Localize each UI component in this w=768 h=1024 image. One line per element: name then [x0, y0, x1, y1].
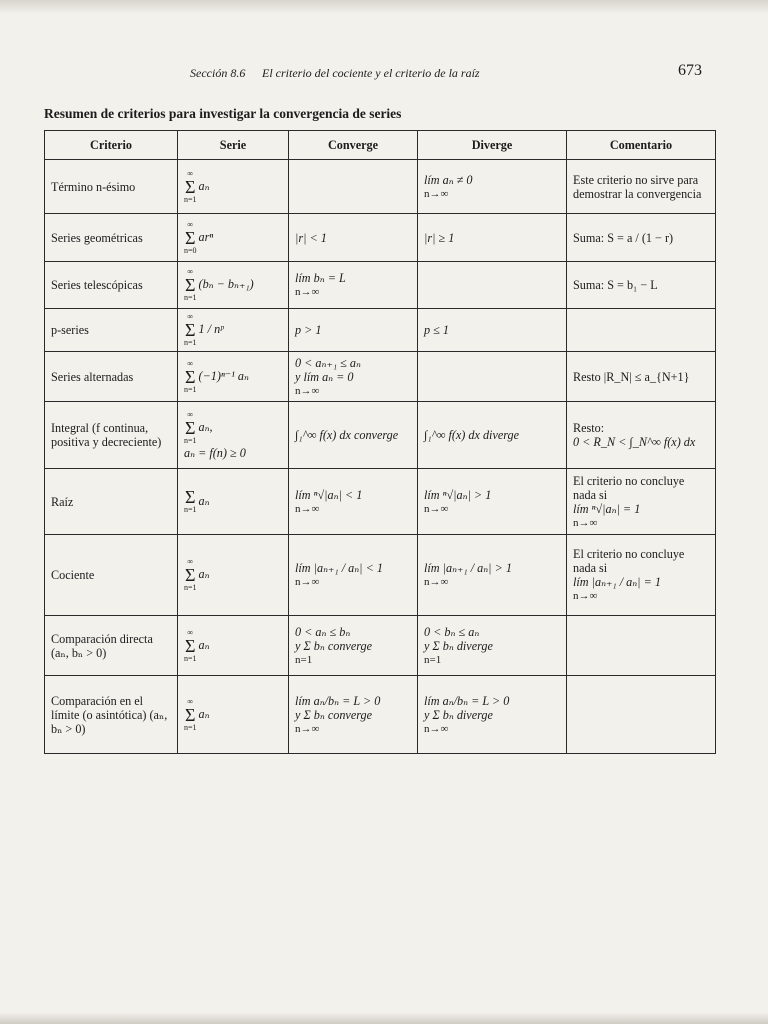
- series-term: aₙ: [198, 178, 210, 193]
- criteria-summary-table: [44, 130, 716, 754]
- cell-serie: [178, 402, 289, 469]
- summation-symbol: [184, 312, 197, 348]
- cell-diverge: [418, 352, 567, 402]
- sum-lower-limit: n=1: [184, 436, 197, 445]
- series-term: aₙ: [198, 493, 210, 508]
- column-header-criterio: Criterio: [45, 131, 178, 160]
- cell-diverge: [418, 535, 567, 616]
- cell-serie: [178, 676, 289, 754]
- sum-lower-limit: n=1: [184, 194, 197, 204]
- comentario-text: Suma: S = b₁ − L: [573, 278, 658, 292]
- sum-upper-limit: ∞: [187, 358, 194, 368]
- cell-criterio: [45, 262, 178, 309]
- series-term: aₙ: [198, 706, 210, 721]
- converge-condition: lím bₙ = L: [295, 271, 346, 285]
- cell-diverge: [418, 402, 567, 469]
- converge-condition: p > 1: [295, 323, 322, 337]
- criterio-text: Comparación directa (aₙ, bₙ > 0): [51, 631, 153, 660]
- diverge-condition: ∫₁^∞ f(x) dx diverge: [424, 428, 520, 442]
- diverge-condition: |r| ≥ 1: [424, 230, 455, 245]
- cell-converge: [289, 160, 418, 214]
- table-row: [45, 402, 716, 469]
- sum-lower-limit: n=1: [184, 338, 197, 347]
- summation-symbol: [184, 169, 197, 205]
- comentario-formula: 0 < R_N < ∫_N^∞ f(x) dx: [573, 435, 696, 449]
- converge-condition: lím ⁿ√|aₙ| < 1: [295, 487, 363, 502]
- cell-serie: [178, 309, 289, 352]
- sum-upper-limit: ∞: [187, 219, 194, 229]
- sigma-glyph: Σ: [185, 418, 196, 438]
- column-header-diverge: Diverge: [418, 131, 567, 160]
- sum-upper-limit: ∞: [187, 267, 194, 276]
- table-body: [45, 160, 716, 754]
- cell-converge: [289, 616, 418, 676]
- diverge-condition: lím ⁿ√|aₙ| > 1: [424, 487, 492, 502]
- converge-condition: 0 < aₙ ≤ bₙ: [295, 624, 351, 639]
- page-top-shadow: [0, 0, 768, 14]
- cell-diverge: [418, 616, 567, 676]
- summation-symbol: [184, 486, 197, 515]
- series-term: (bₙ − bₙ₊₁): [198, 276, 254, 291]
- cell-diverge: [418, 676, 567, 754]
- converge-subscript: n→∞: [295, 576, 320, 588]
- series-term: aₙ: [198, 637, 210, 652]
- converge-condition: |r| < 1: [295, 230, 327, 245]
- converge-subscript: n→∞: [295, 502, 320, 515]
- converge-condition-2: y Σ bₙ converge: [295, 638, 373, 653]
- converge-condition: ∫₁^∞ f(x) dx converge: [295, 428, 399, 442]
- cell-criterio: [45, 402, 178, 469]
- cell-criterio: [45, 469, 178, 535]
- cell-comentario: [567, 616, 716, 676]
- converge-condition: lím |aₙ₊₁ / aₙ| < 1: [295, 561, 383, 575]
- cell-comentario: [567, 352, 716, 402]
- cell-serie: [178, 616, 289, 676]
- table-row: [45, 262, 716, 309]
- comentario-text: El criterio no concluye nada si: [573, 547, 685, 575]
- column-header-comentario: Comentario: [567, 131, 716, 160]
- column-header-serie: Serie: [178, 131, 289, 160]
- cell-serie: [178, 160, 289, 214]
- diverge-condition: lím |aₙ₊₁ / aₙ| > 1: [424, 561, 512, 575]
- table-row: [45, 309, 716, 352]
- summation-symbol: [184, 220, 197, 256]
- sum-lower-limit: n=1: [184, 293, 197, 302]
- comentario-text: Este criterio no sirve para demostrar la convergencia: [573, 172, 702, 201]
- comentario-text: El criterio no concluye nada si: [573, 473, 685, 502]
- series-term: (−1)ⁿ⁻¹ aₙ: [198, 368, 249, 383]
- cell-comentario: [567, 676, 716, 754]
- comentario-text: Resto:: [573, 421, 605, 435]
- cell-comentario: [567, 262, 716, 309]
- diverge-subscript: n=1: [424, 653, 442, 666]
- table-header-row: [45, 131, 716, 160]
- converge-subscript: n→∞: [295, 722, 320, 735]
- cell-converge: [289, 402, 418, 469]
- comentario-formula: lím |aₙ₊₁ / aₙ| = 1: [573, 575, 661, 589]
- sum-lower-limit: n=1: [184, 384, 197, 394]
- cell-criterio: [45, 535, 178, 616]
- comentario-formula: lím ⁿ√|aₙ| = 1: [573, 501, 641, 516]
- table-row: [45, 352, 716, 402]
- cell-comentario: [567, 402, 716, 469]
- sum-upper-limit: ∞: [187, 410, 194, 419]
- cell-serie: [178, 262, 289, 309]
- criterio-text: p-series: [51, 323, 89, 337]
- series-condition: aₙ = f(n) ≥ 0: [184, 446, 246, 460]
- sigma-glyph: Σ: [185, 320, 196, 340]
- comentario-text: Suma: S = a / (1 − r): [573, 230, 674, 245]
- cell-criterio: [45, 352, 178, 402]
- converge-condition: 0 < aₙ₊₁ ≤ aₙ: [295, 355, 361, 370]
- cell-converge: [289, 214, 418, 262]
- cell-serie: [178, 352, 289, 402]
- column-header-converge: Converge: [289, 131, 418, 160]
- sigma-glyph: Σ: [185, 366, 196, 387]
- diverge-condition: lím aₙ/bₙ = L > 0: [424, 693, 510, 708]
- diverge-condition: lím aₙ ≠ 0: [424, 172, 473, 187]
- summation-symbol: [184, 628, 197, 664]
- cell-comentario: [567, 309, 716, 352]
- diverge-condition: p ≤ 1: [424, 323, 449, 337]
- cell-converge: [289, 262, 418, 309]
- sum-lower-limit: n=1: [184, 504, 197, 514]
- cell-criterio: [45, 676, 178, 754]
- summation-symbol: [184, 557, 197, 593]
- series-term: aₙ: [198, 566, 210, 581]
- summation-symbol: [184, 267, 197, 303]
- cell-criterio: [45, 160, 178, 214]
- cell-diverge: [418, 309, 567, 352]
- converge-subscript: n→∞: [295, 384, 320, 397]
- sigma-glyph: Σ: [185, 704, 196, 725]
- converge-condition: lím aₙ/bₙ = L > 0: [295, 693, 381, 708]
- criterio-text: Series alternadas: [51, 369, 134, 384]
- diverge-condition-2: y Σ bₙ diverge: [424, 707, 493, 722]
- sum-upper-limit: ∞: [187, 557, 194, 566]
- sum-upper-limit: ∞: [187, 168, 194, 178]
- cell-converge: [289, 352, 418, 402]
- sum-lower-limit: n=1: [184, 722, 197, 732]
- cell-diverge: [418, 262, 567, 309]
- sigma-glyph: Σ: [185, 176, 196, 197]
- sigma-glyph: Σ: [185, 486, 196, 507]
- table-row: [45, 676, 716, 754]
- cell-diverge: [418, 469, 567, 535]
- criterio-text: Término n-ésimo: [51, 179, 136, 194]
- cell-serie: [178, 469, 289, 535]
- cell-converge: [289, 676, 418, 754]
- criterio-text: Series telescópicas: [51, 278, 143, 292]
- criterio-text: Raíz: [51, 494, 74, 509]
- diverge-subscript: n→∞: [424, 502, 449, 515]
- series-term: arⁿ: [198, 229, 214, 244]
- sigma-glyph: Σ: [185, 635, 196, 656]
- converge-subscript: n→∞: [295, 286, 320, 298]
- summation-symbol: [184, 359, 197, 395]
- series-term: 1 / nᵖ: [198, 321, 224, 336]
- table-row: [45, 469, 716, 535]
- cell-comentario: [567, 160, 716, 214]
- sigma-glyph: Σ: [185, 565, 196, 585]
- page-bottom-shadow: [0, 1012, 768, 1024]
- cell-serie: [178, 535, 289, 616]
- criterio-text: Comparación en el límite (o asintótica) (aₙ, bₙ > 0): [51, 693, 168, 736]
- section-label: Sección 8.6: [190, 66, 246, 80]
- section-title: El criterio del cociente y el criterio de la raíz: [262, 66, 480, 80]
- sum-upper-limit: ∞: [187, 627, 194, 637]
- diverge-condition-2: y Σ bₙ diverge: [424, 638, 493, 653]
- table-row: [45, 214, 716, 262]
- diverge-subscript: n→∞: [424, 722, 449, 735]
- sum-upper-limit: ∞: [187, 312, 194, 321]
- converge-condition-2: y lím aₙ = 0: [295, 369, 354, 384]
- cell-criterio: [45, 309, 178, 352]
- sum-lower-limit: n=1: [184, 653, 197, 663]
- cell-criterio: [45, 616, 178, 676]
- cell-comentario: [567, 214, 716, 262]
- diverge-subscript: n→∞: [424, 187, 449, 200]
- table-row: [45, 160, 716, 214]
- criterio-text: Cociente: [51, 568, 95, 582]
- diverge-subscript: n→∞: [424, 576, 449, 588]
- cell-comentario: [567, 469, 716, 535]
- criterio-text: Integral (f continua, positiva y decreciente): [51, 421, 162, 449]
- summation-symbol: [184, 410, 197, 446]
- series-term: aₙ,: [198, 419, 213, 434]
- sum-upper-limit: ∞: [187, 696, 194, 706]
- criterio-text: Series geométricas: [51, 230, 143, 245]
- cell-converge: [289, 535, 418, 616]
- table-caption: Resumen de criterios para investigar la convergencia de series: [44, 106, 402, 121]
- cell-diverge: [418, 214, 567, 262]
- comentario-subscript: n→∞: [573, 516, 598, 529]
- cell-comentario: [567, 535, 716, 616]
- comentario-text: Resto |R_N| ≤ a_{N+1}: [573, 369, 690, 384]
- cell-converge: [289, 469, 418, 535]
- converge-subscript: n=1: [295, 653, 313, 666]
- page-number: 673: [678, 62, 702, 79]
- sum-lower-limit: n=0: [184, 245, 197, 255]
- cell-converge: [289, 309, 418, 352]
- sigma-glyph: Σ: [185, 275, 196, 295]
- sigma-glyph: Σ: [185, 227, 196, 248]
- cell-serie: [178, 214, 289, 262]
- table-row: [45, 616, 716, 676]
- comentario-subscript: n→∞: [573, 590, 598, 602]
- converge-condition-2: y Σ bₙ converge: [295, 707, 373, 722]
- diverge-condition: 0 < bₙ ≤ aₙ: [424, 624, 480, 639]
- running-head: [0, 64, 768, 84]
- sum-lower-limit: n=1: [184, 583, 197, 592]
- summation-symbol: [184, 697, 197, 733]
- cell-diverge: [418, 160, 567, 214]
- cell-criterio: [45, 214, 178, 262]
- table-row: [45, 535, 716, 616]
